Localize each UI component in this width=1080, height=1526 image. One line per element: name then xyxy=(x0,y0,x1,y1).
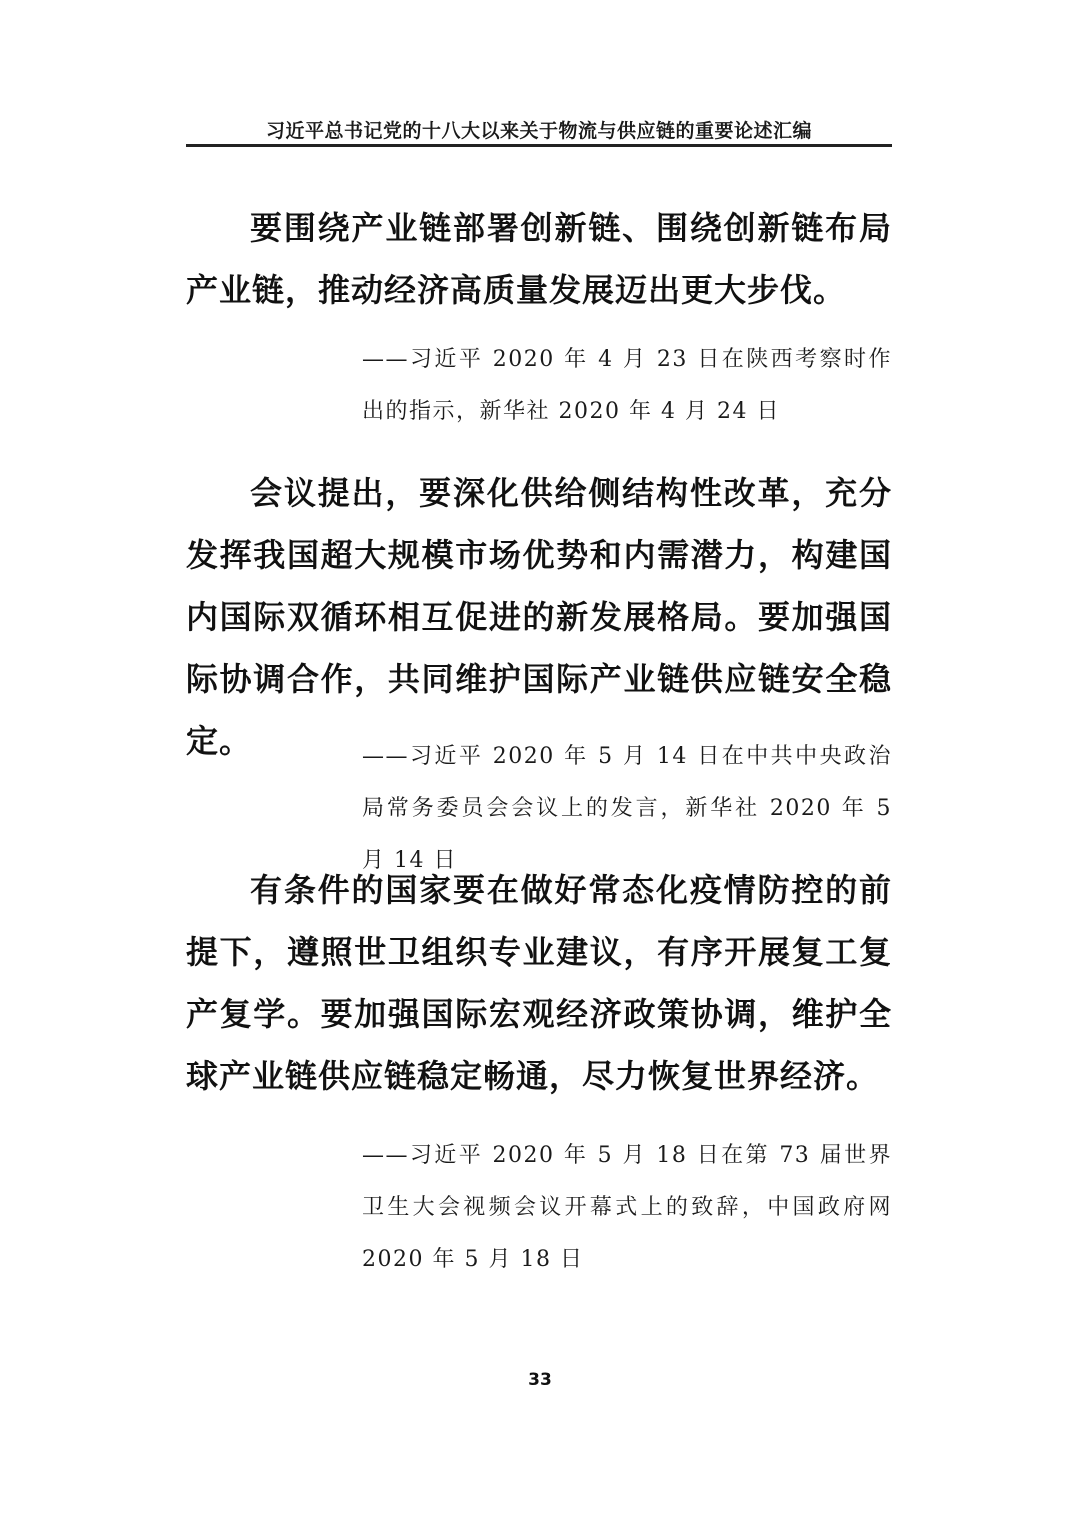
header-divider xyxy=(186,144,892,147)
quote-paragraph-2: 会议提出，要深化供给侧结构性改革，充分发挥我国超大规模市场优势和内需潜力，构建国内国际双循环相互促进的新发展格局。要加强国际协调合作，共同维护国际产业链供应链安全稳定。 xyxy=(186,474,892,760)
attribution-3: ——习近平 2020 年 5 月 18 日在第 73 届世界卫生大会视频会议开幕式上的致辞，中国政府网 2020 年 5 月 18 日 xyxy=(362,1143,892,1272)
page-number: 33 xyxy=(528,1370,552,1390)
running-header-title: 习近平总书记党的十八大以来关于物流与供应链的重要论述汇编 xyxy=(265,120,812,142)
attribution-2: ——习近平 2020 年 5 月 14 日在中共中央政治局常务委员会会议上的发言，新华社 2020 年 5 月 14 日 xyxy=(362,744,892,873)
attribution-1: ——习近平 2020 年 4 月 23 日在陕西考察时作出的指示，新华社 2020 年 4 月 24 日 xyxy=(362,347,892,424)
quote-paragraph-3: 有条件的国家要在做好常态化疫情防控的前提下，遵照世卫组织专业建议，有序开展复工复产复学。要加强国际宏观经济政策协调，维护全球产业链供应链稳定畅通，尽力恢复世界经济。 xyxy=(186,871,892,1095)
quote-paragraph-1: 要围绕产业链部署创新链、围绕创新链布局产业链，推动经济高质量发展迈出更大步伐。 xyxy=(186,209,892,309)
